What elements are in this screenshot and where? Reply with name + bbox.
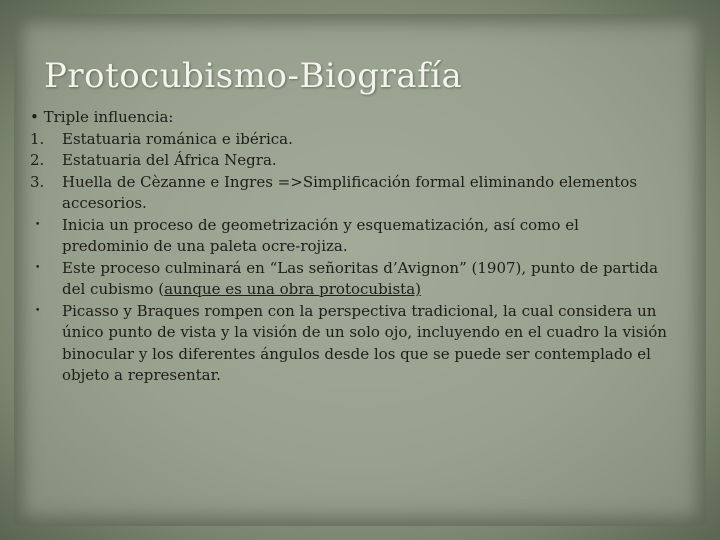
bullet-item	[30, 215, 670, 258]
intro-line: • Triple influencia:	[30, 108, 174, 126]
item-text: Estatuaria del África Negra.	[62, 151, 277, 169]
slide-content	[30, 107, 670, 387]
bullet-text-part: Este proceso culminará en “Las señoritas d’Avignon” (1907), punto de partida del cubismo (	[62, 258, 659, 298]
item-text: Estatuaria románica e ibérica.	[62, 129, 293, 148]
bullet-item	[30, 258, 670, 301]
slide-title: Protocubismo-Biografía	[44, 56, 463, 96]
item-number: 2.	[30, 151, 45, 169]
bullet-text: Picasso y Braques rompen con la perspectiva tradicional, la cual considera un único punto de vista y la visión de un solo ojo, incluyendo en el cuadro la visión binocular y los diferentes ángulos desde los que se puede ser contemplado el objeto a representar.	[62, 301, 667, 384]
bullet-icon: •	[35, 305, 41, 316]
numbered-item	[30, 172, 670, 215]
numbered-item	[30, 129, 670, 151]
bullet-icon: •	[35, 262, 41, 273]
numbered-item	[30, 150, 670, 172]
item-text: Huella de Cèzanne e Ingres =>Simplificación formal eliminando elementos accesorios.	[62, 172, 638, 212]
underlined-text: aunque es una obra protocubista)	[164, 280, 421, 298]
item-number: 1.	[30, 129, 45, 148]
bullet-text: Inicia un proceso de geometrización y esquematización, así como el predominio de una paleta ocre-rojiza.	[62, 215, 579, 255]
bullet-icon: •	[35, 219, 41, 230]
item-number: 3.	[30, 172, 45, 191]
bullet-item	[30, 301, 670, 387]
bullet-text	[62, 258, 670, 301]
